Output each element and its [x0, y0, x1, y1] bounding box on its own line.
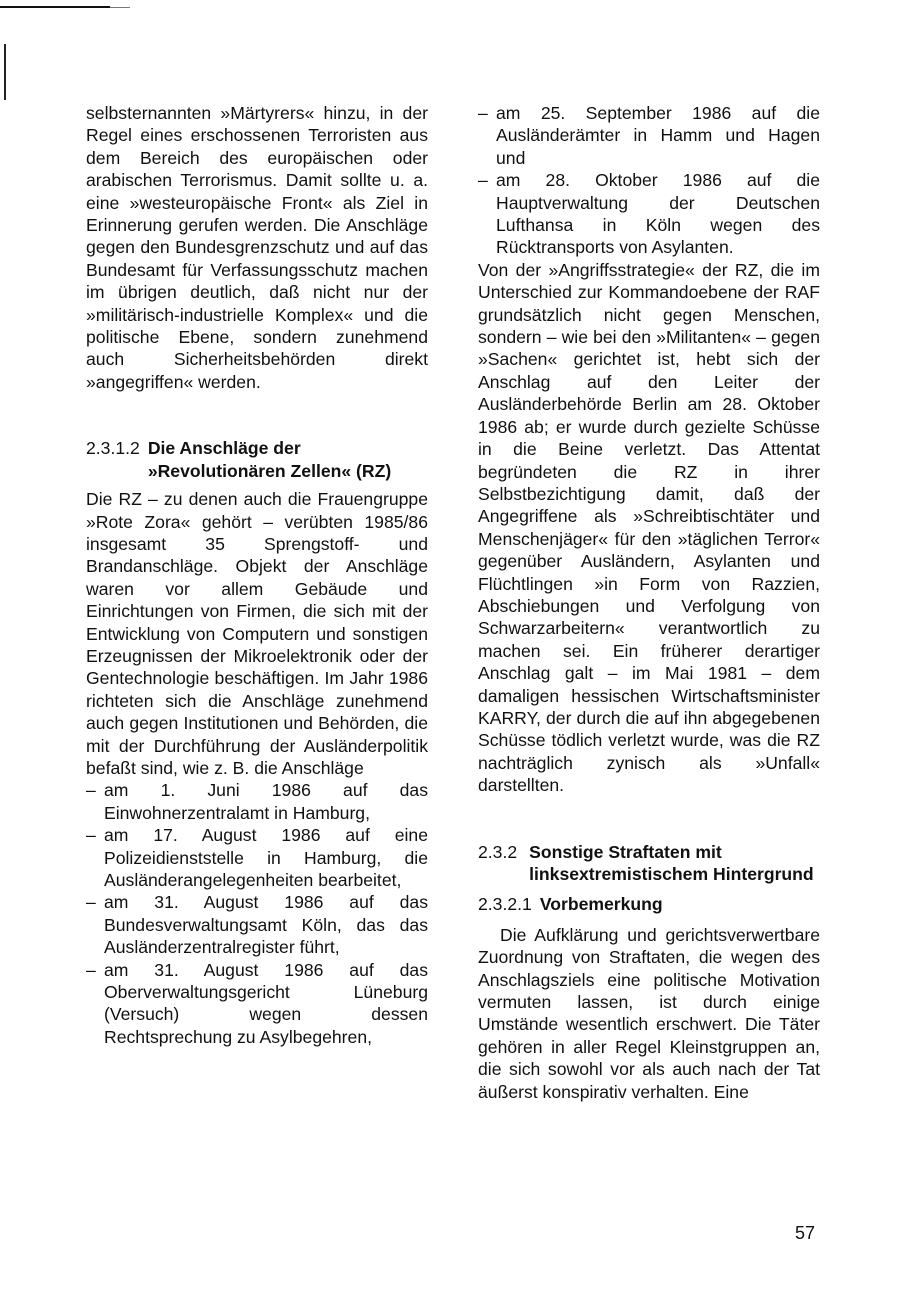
preliminary-paragraph: Die Aufklärung und gerichtsverwertbare Zuordnung von Straftaten, die wegen des Anschlagsziels eine politische Motivation vermuten lassen, ist durch einige Umstände wesentlich erschwert. Die Täter gehören in aller Regel Kleinstgruppen an, die sich sowohl vor als auch nach der Tat äußerst konspirativ verhalten. Eine [478, 924, 820, 1102]
left-column [86, 102, 428, 1048]
section-title: Die Anschläge der »Revolutionären Zellen« (RZ) [147, 438, 392, 481]
section-heading-2321 [478, 893, 820, 915]
page-number: 57 [795, 1223, 816, 1243]
rz-paragraph: Die RZ – zu denen auch die Frauengruppe »Rote Zora« gehört – verübten 1985/86 insgesamt 35 Sprengstoff- und Brandanschläge. Objekt der Anschläge waren vor allem Gebäude und Einrichtungen von Firmen, die sich mit der Entwicklung von Computern und sonstigen Erzeugnissen der Mikroelektronik oder der Gentechnologie beschäftigen. Im Jahr 1986 richteten sich die Anschläge zunehmend auch gegen Institutionen und Behörden, die mit der Durchführung der Ausländerpolitik befaßt sind, wie z. B. die Anschläge [86, 489, 428, 778]
section-heading-232 [478, 841, 820, 886]
section-number: 2.3.2 [478, 841, 518, 862]
section-heading-2312 [86, 437, 428, 482]
section-number: 2.3.2.1 [478, 894, 532, 915]
scan-artifact-rule [0, 6, 110, 8]
scan-artifact-rule-thin [110, 7, 130, 8]
section-title: Vorbemerkung [539, 894, 663, 915]
list-item: – am 1. Juni 1986 auf das Einwohnerzentralamt in Hamburg, [86, 779, 428, 824]
intro-paragraph: selbsternannten »Märtyrers« hinzu, in der Regel eines erschossenen Terroristen aus dem Bereich des europäischen oder arabischen Terrorismus. Damit sollte u. a. eine »westeuropäische Front« als Ziel in Erinnerung gerufen werden. Die Anschläge gegen den Bundesgrenzschutz und auf das Bundesamt für Verfassungsschutz machen im übrigen deutlich, daß nicht nur der »militärisch-industrielle Komplex« und die politische Ebene, sondern zunehmend auch Sicherheitsbehörden direkt »angegriffen« werden. [86, 103, 428, 392]
list-item: – am 31. August 1986 auf das Oberverwaltungsgericht Lüneburg (Versuch) wegen dessen Rechtsprechung zu Asylbegehren, [86, 959, 428, 1049]
list-item: – am 25. September 1986 auf die Ausländerämter in Hamm und Hagen und [478, 102, 820, 169]
attack-list [86, 779, 428, 1048]
section-title: Sonstige Straftaten mit linksextremistischem Hintergrund [529, 841, 814, 884]
scan-artifact-edge [4, 44, 6, 100]
list-item: – am 17. August 1986 auf eine Polizeidienststelle in Hamburg, die Ausländerangelegenheiten bearbeitet, [86, 824, 428, 891]
section-number: 2.3.1.2 [86, 438, 140, 459]
list-item: – am 28. Oktober 1986 auf die Hauptverwaltung der Deutschen Lufthansa in Köln wegen des Rücktransports von Asylanten. [478, 169, 820, 259]
attack-list-continued [478, 102, 820, 259]
strategy-paragraph: Von der »Angriffsstrategie« der RZ, die im Unterschied zur Kommandoebene der RAF grundsätzlich nicht gegen Menschen, sondern – wie bei den »Militanten« – gegen »Sachen« gerichtet ist, hebt sich der Anschlag auf den Leiter der Ausländerbehörde Berlin am 28. Oktober 1986 ab; er wurde durch gezielte Schüsse in die Beine verletzt. Das Attentat begründeten die RZ in ihrer Selbstbezichtigung damit, daß der Angegriffene als »Schreibtischtäter und Menschenjäger« für den »täglichen Terror« gegenüber Ausländern, Asylanten und Flüchtlingen »in Form von Razzien, Abschiebungen und Verfolgung von Schwarzarbeitern« verantwortlich zu machen sei. Ein früherer derartiger Anschlag galt – im Mai 1981 – dem damaligen hessischen Wirtschaftsminister KARRY, der durch die auf ihn abgegebenen Schüsse tödlich verletzt wurde, was die RZ nachträglich zynisch als »Unfall« darstellten. [478, 259, 820, 796]
list-item: – am 31. August 1986 auf das Bundesverwaltungsamt Köln, das das Ausländerzentralregister führt, [86, 891, 428, 958]
right-column [478, 102, 820, 1103]
